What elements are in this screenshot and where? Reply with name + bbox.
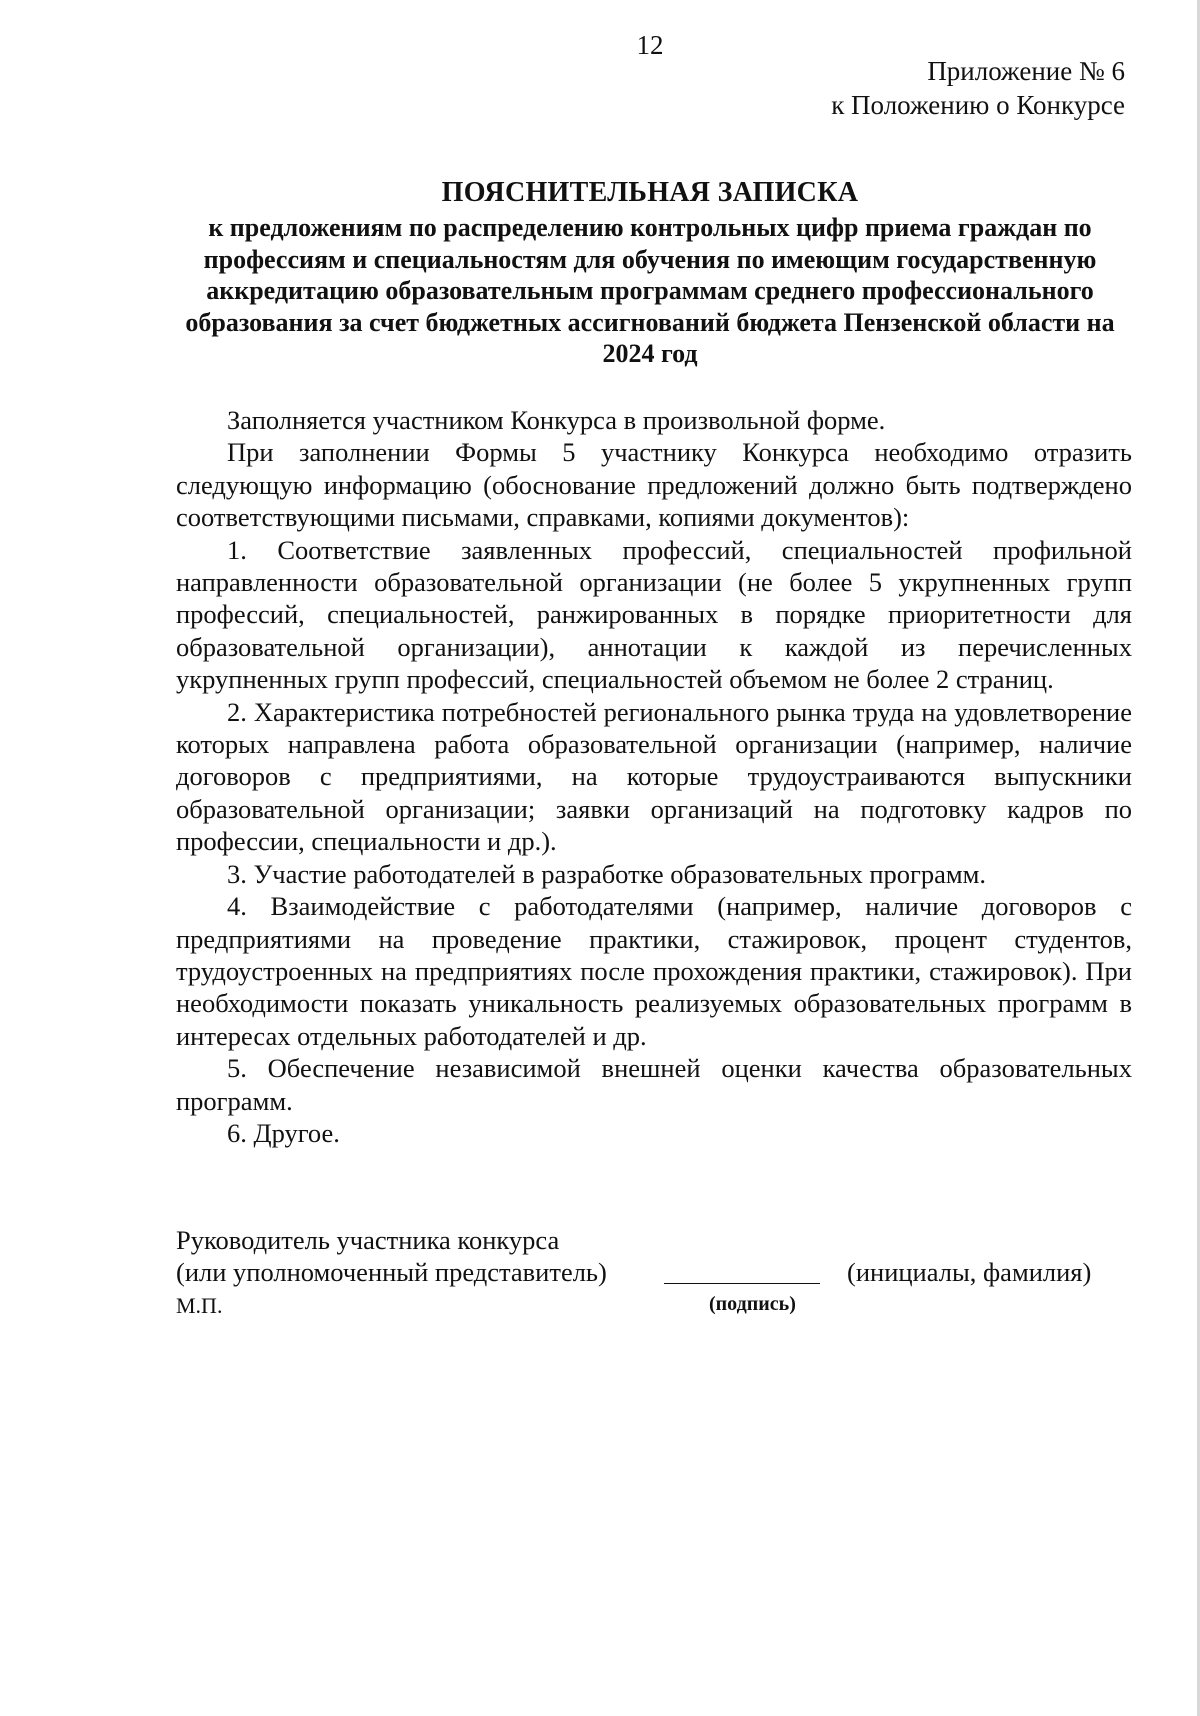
document-subtitle: к предложениям по распределению контрольных цифр приема граждан по профессиям и специальностям для обучения по имеющим государственную аккредитацию образовательным программам среднего профессионального образования за счет бюджетных ассигнований бюджета Пензенской области на 2024 год: [185, 213, 1115, 368]
document-title: ПОЯСНИТЕЛЬНАЯ ЗАПИСКА: [441, 177, 859, 208]
signature-captions: [176, 1288, 1136, 1318]
list-item-3: 3. Участие работодателей в разработке образовательных программ.: [227, 858, 987, 889]
signature-line: [664, 1283, 820, 1284]
signature-caption: (подпись): [709, 1293, 796, 1315]
signatory-representative: (или уполномоченный представитель): [176, 1257, 607, 1287]
list-item-6: 6. Другое.: [227, 1117, 340, 1148]
document-body: [176, 404, 1132, 1149]
appendix-regulation: к Положению о Конкурсе: [831, 90, 1125, 120]
page-number: 12: [636, 30, 664, 60]
paragraph-instructions: При заполнении Формы 5 участнику Конкурса необходимо отразить следующую информацию (обоснование предложений должно быть подтверждено соответствующими письмами, справками, копиями документов):: [176, 437, 1132, 533]
paragraph-intro: Заполняется участником Конкурса в произвольной форме.: [227, 405, 886, 435]
appendix-number: Приложение № 6: [927, 56, 1125, 86]
initials-label: (инициалы, фамилия): [847, 1257, 1092, 1287]
list-item-1: 1. Соответствие заявленных профессий, специальностей профильной направленности образовательной организации (не более 5 укрупненных групп профессий, специальностей, ранжированных в порядке приоритетности для образовательной организации), аннотации к каждой из перечисленных укрупненных групп профессий, специальностей объемом не более 2 страниц.: [176, 534, 1132, 695]
signatory-title: Руководитель участника конкурса: [176, 1225, 560, 1255]
list-item-4: 4. Взаимодействие с работодателями (например, наличие договоров с предприятиями на проведение практики, стажировок, процент студентов, трудоустроенных на предприятиях после прохождения практики, стажировок). При необходимости показать уникальность реализуемых образовательных программ в интересах отдельных работодателей и др.: [176, 891, 1132, 1051]
appendix-reference: [831, 54, 1125, 122]
list-item-2: 2. Характеристика потребностей регионального рынка труда на удовлетворение которых направлена работа образовательной организации (например, наличие договоров с предприятиями, на которые трудоустраиваются выпускники образовательной организации; заявки организаций на подготовку кадров по профессии, специальности и др.).: [176, 696, 1132, 857]
signature-block: [176, 1224, 1136, 1318]
signatory-row: [176, 1256, 1136, 1288]
list-item-5: 5. Обеспечение независимой внешней оценки качества образовательных программ.: [176, 1053, 1132, 1116]
stamp-label: М.П.: [176, 1293, 223, 1318]
